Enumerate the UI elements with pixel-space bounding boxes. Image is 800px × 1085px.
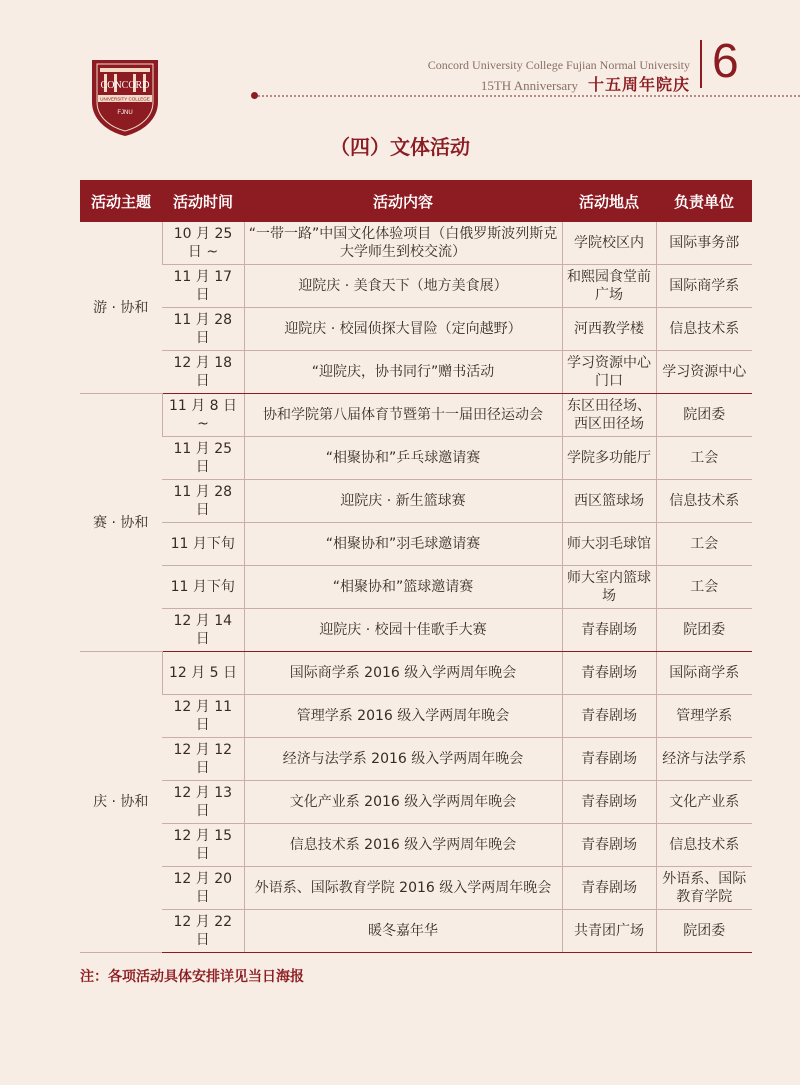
place-cell: 青春剧场 <box>562 695 656 738</box>
table-row <box>80 867 752 910</box>
table-header-row <box>80 180 752 222</box>
table-row <box>80 781 752 824</box>
content-cell: 迎院庆 · 校园十佳歌手大赛 <box>244 609 562 652</box>
time-cell: 12 月 5 日 <box>162 652 244 695</box>
place-cell: 学院多功能厅 <box>562 437 656 480</box>
content-cell: 迎院庆 · 校园侦探大冒险（定向越野） <box>244 308 562 351</box>
place-cell: 青春剧场 <box>562 652 656 695</box>
place-cell: 青春剧场 <box>562 781 656 824</box>
table-row <box>80 480 752 523</box>
time-cell: 10 月 25 日 ~ <box>162 222 244 265</box>
content-cell: 迎院庆 · 新生篮球赛 <box>244 480 562 523</box>
logo-text-band: UNIVERSITY COLLEGE <box>100 96 150 102</box>
place-cell: 共青团广场 <box>562 910 656 953</box>
table-row <box>80 652 752 695</box>
time-cell: 11 月下旬 <box>162 523 244 566</box>
unit-cell: 国际商学系 <box>656 265 752 308</box>
table-row <box>80 265 752 308</box>
time-cell: 12 月 13 日 <box>162 781 244 824</box>
unit-cell: 学习资源中心 <box>656 351 752 394</box>
unit-cell: 国际事务部 <box>656 222 752 265</box>
time-cell: 12 月 12 日 <box>162 738 244 781</box>
unit-cell: 外语系、国际教育学院 <box>656 867 752 910</box>
place-cell: 学习资源中心门口 <box>562 351 656 394</box>
concord-logo <box>88 54 162 138</box>
content-cell: 信息技术系 2016 级入学两周年晚会 <box>244 824 562 867</box>
time-cell: 11 月 28 日 <box>162 308 244 351</box>
content-cell: 暖冬嘉年华 <box>244 910 562 953</box>
place-cell: 青春剧场 <box>562 824 656 867</box>
header-content: 活动内容 <box>244 180 562 222</box>
header-theme: 活动主题 <box>80 180 162 222</box>
section-title: （四）文体活动 <box>330 135 470 159</box>
footnote: 注：各项活动具体安排详见当日海报 <box>80 969 304 985</box>
page-number-divider <box>700 40 702 88</box>
header-unit: 负责单位 <box>656 180 752 222</box>
unit-cell: 工会 <box>656 437 752 480</box>
table-row <box>80 351 752 394</box>
place-cell: 西区篮球场 <box>562 480 656 523</box>
page-number: 6 <box>712 35 739 88</box>
place-cell: 青春剧场 <box>562 609 656 652</box>
content-cell: 国际商学系 2016 级入学两周年晚会 <box>244 652 562 695</box>
header-dotted-rule <box>255 95 800 97</box>
header-place: 活动地点 <box>562 180 656 222</box>
activity-table <box>80 180 752 953</box>
content-cell: “相聚协和”羽毛球邀请赛 <box>244 523 562 566</box>
unit-cell: 经济与法学系 <box>656 738 752 781</box>
page-header <box>428 58 690 95</box>
place-cell: 师大室内篮球场 <box>562 566 656 609</box>
place-cell: 青春剧场 <box>562 867 656 910</box>
unit-cell: 信息技术系 <box>656 308 752 351</box>
time-cell: 12 月 20 日 <box>162 867 244 910</box>
unit-cell: 院团委 <box>656 609 752 652</box>
content-cell: “一带一路”中国文化体验项目（白俄罗斯波列斯克大学师生到校交流） <box>244 222 562 265</box>
table-row <box>80 695 752 738</box>
theme-cell: 庆 · 协和 <box>80 652 162 953</box>
table-row <box>80 523 752 566</box>
unit-cell: 信息技术系 <box>656 480 752 523</box>
time-cell: 12 月 11 日 <box>162 695 244 738</box>
unit-cell: 工会 <box>656 566 752 609</box>
table-row <box>80 910 752 953</box>
logo-text-bottom: FJNU <box>117 110 133 116</box>
header-chinese-title: 十五周年院庆 <box>587 75 690 94</box>
content-cell: 外语系、国际教育学院 2016 级入学两周年晚会 <box>244 867 562 910</box>
table-row <box>80 566 752 609</box>
place-cell: 东区田径场、西区田径场 <box>562 394 656 437</box>
place-cell: 学院校区内 <box>562 222 656 265</box>
time-cell: 11 月 25 日 <box>162 437 244 480</box>
content-cell: 管理学系 2016 级入学两周年晚会 <box>244 695 562 738</box>
unit-cell: 工会 <box>656 523 752 566</box>
content-cell: 文化产业系 2016 级入学两周年晚会 <box>244 781 562 824</box>
place-cell: 和熙园食堂前广场 <box>562 265 656 308</box>
table-row <box>80 609 752 652</box>
place-cell: 青春剧场 <box>562 738 656 781</box>
time-cell: 12 月 15 日 <box>162 824 244 867</box>
header-english-line1: Concord University College Fujian Normal University <box>427 58 690 72</box>
content-cell: 协和学院第八届体育节暨第十一届田径运动会 <box>244 394 562 437</box>
unit-cell: 院团委 <box>656 394 752 437</box>
time-cell: 12 月 14 日 <box>162 609 244 652</box>
content-cell: “相聚协和”乒乓球邀请赛 <box>244 437 562 480</box>
content-cell: 经济与法学系 2016 级入学两周年晚会 <box>244 738 562 781</box>
unit-cell: 国际商学系 <box>656 652 752 695</box>
time-cell: 11 月 28 日 <box>162 480 244 523</box>
time-cell: 11 月 17 日 <box>162 265 244 308</box>
unit-cell: 院团委 <box>656 910 752 953</box>
content-cell: “迎院庆，协书同行”赠书活动 <box>244 351 562 394</box>
table-row <box>80 824 752 867</box>
table-row <box>80 437 752 480</box>
table-row <box>80 222 752 265</box>
time-cell: 11 月下旬 <box>162 566 244 609</box>
table-row <box>80 738 752 781</box>
time-cell: 11 月 8 日 ~ <box>162 394 244 437</box>
time-cell: 12 月 22 日 <box>162 910 244 953</box>
unit-cell: 文化产业系 <box>656 781 752 824</box>
header-time: 活动时间 <box>162 180 244 222</box>
time-cell: 12 月 18 日 <box>162 351 244 394</box>
header-english-line2: 15TH Anniversary <box>480 78 578 93</box>
theme-cell: 赛 · 协和 <box>80 394 162 652</box>
unit-cell: 信息技术系 <box>656 824 752 867</box>
place-cell: 师大羽毛球馆 <box>562 523 656 566</box>
theme-cell: 游 · 协和 <box>80 222 162 394</box>
logo-text-top: CONCORD <box>100 80 150 91</box>
unit-cell: 管理学系 <box>656 695 752 738</box>
table-row <box>80 394 752 437</box>
table-row <box>80 308 752 351</box>
header-rule-dot <box>251 92 258 99</box>
content-cell: “相聚协和”篮球邀请赛 <box>244 566 562 609</box>
content-cell: 迎院庆 · 美食天下（地方美食展） <box>244 265 562 308</box>
place-cell: 河西教学楼 <box>562 308 656 351</box>
